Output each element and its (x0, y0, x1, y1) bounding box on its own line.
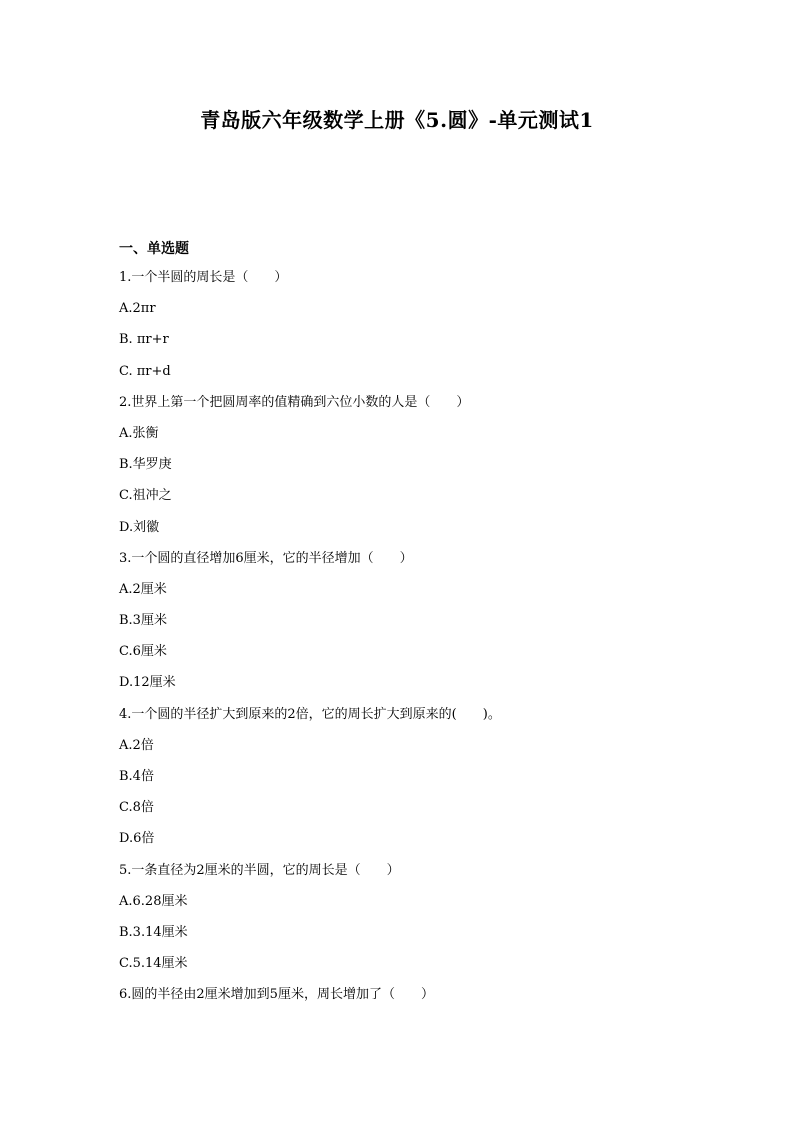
question-option: A.2倍 (119, 737, 154, 753)
question-option: A.2厘米 (119, 581, 167, 597)
question-option: B.3.14厘米 (119, 924, 188, 940)
question-option: D.刘徽 (119, 519, 160, 535)
question-stem: 3.一个圆的直径增加6厘米，它的半径增加（ ） (119, 550, 413, 566)
question-option: A.张衡 (119, 425, 159, 441)
question-option: A.2πr (119, 301, 156, 317)
question-stem: 2.世界上第一个把圆周率的值精确到六位小数的人是（ ） (119, 394, 470, 410)
question-option: C.5.14厘米 (119, 956, 188, 972)
page-title: 青岛版六年级数学上册《5.圆》-单元测试1 (200, 108, 594, 132)
question-option: A.6.28厘米 (119, 893, 188, 909)
question-stem: 6.圆的半径由2厘米增加到5厘米，周长增加了（ ） (119, 987, 434, 1003)
question-option: B.3厘米 (119, 613, 167, 629)
question-option: C.祖冲之 (119, 488, 172, 504)
question-option: B.华罗庚 (119, 457, 172, 473)
question-option: C. πr+d (119, 363, 171, 379)
section-heading: 一、单选题 (119, 241, 189, 257)
question-option: C.6厘米 (119, 644, 167, 660)
question-option: B. πr+r (119, 332, 169, 348)
question-option: B.4倍 (119, 769, 154, 784)
question-stem: 5.一条直径为2厘米的半圆，它的周长是（ ） (119, 862, 400, 878)
question-list (119, 269, 679, 1018)
question-option: D.6倍 (119, 831, 155, 847)
question-option: D.12厘米 (119, 675, 176, 691)
question-option: C.8倍 (119, 800, 154, 816)
question-stem: 4.一个圆的半径扩大到原来的2倍，它的周长扩大到原来的( )。 (119, 706, 501, 722)
question-stem: 1.一个半圆的周长是（ ） (119, 270, 288, 285)
